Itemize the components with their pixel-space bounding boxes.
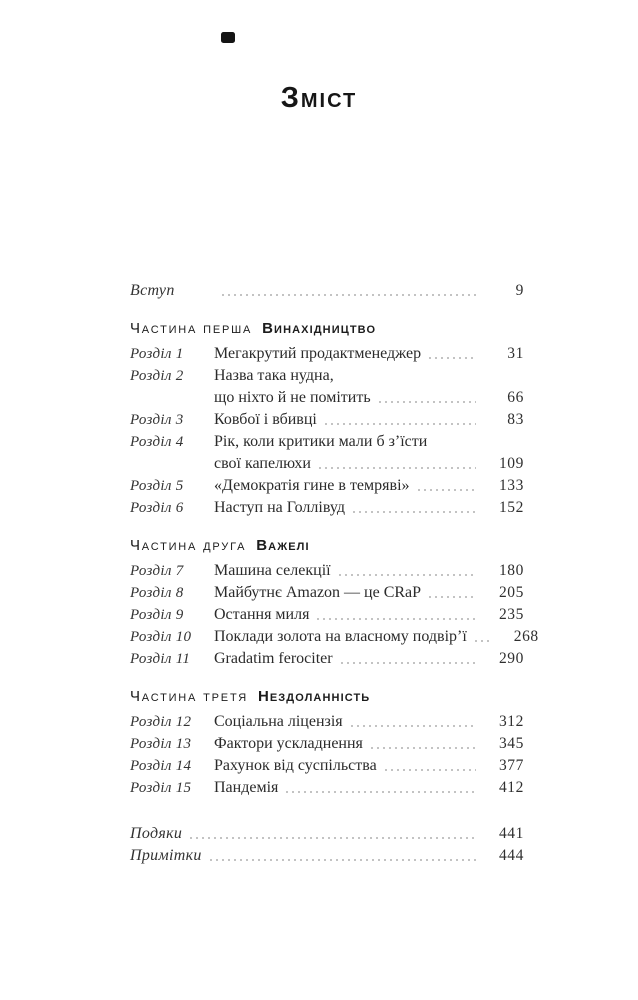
chapter-label: Розділ 7 — [130, 563, 184, 579]
chapter-title: Мегакрутий продактменеджер — [214, 345, 422, 362]
toc-chapter-row — [130, 497, 524, 519]
part-prefix: Частина перша — [130, 320, 253, 337]
chapter-label: Розділ 11 — [130, 651, 191, 667]
chapter-title: що ніхто й не помітить — [214, 389, 371, 406]
chapter-label: Розділ 3 — [130, 412, 184, 428]
toc-chapter-row — [130, 343, 524, 365]
chapter-title: Фактори ускладнення — [214, 735, 363, 752]
page-number: 345 — [498, 735, 524, 752]
dot-leader — [325, 423, 476, 425]
part-title: Нездоланність — [257, 688, 371, 705]
page-number: 152 — [498, 499, 524, 516]
page-number: 31 — [507, 345, 524, 362]
dot-leader — [317, 618, 476, 620]
toc-row-acknowledgments — [130, 823, 524, 845]
toc-chapter-row — [130, 711, 524, 733]
dot-leader — [429, 357, 476, 359]
chapter-title: Рахунок від суспільства — [214, 757, 377, 774]
dot-leader — [210, 859, 476, 861]
page-number: 377 — [498, 757, 524, 774]
chapter-title: Поклади золота на власному подвір’ї — [214, 628, 467, 645]
toc-chapter-row — [130, 365, 524, 387]
dot-leader — [341, 662, 476, 664]
dot-leader — [351, 725, 476, 727]
page-number: 235 — [498, 606, 524, 623]
toc-chapter-row-continuation — [130, 387, 524, 409]
toc-chapter-row — [130, 409, 524, 431]
page-number: 205 — [498, 584, 524, 601]
dot-leader — [418, 489, 476, 491]
intro-label: Вступ — [130, 282, 175, 299]
toc-chapter-row — [130, 626, 539, 648]
toc-chapter-row — [130, 604, 524, 626]
chapter-title: Соціальна ліцензія — [214, 713, 343, 730]
toc-chapter-row — [130, 777, 524, 799]
part-heading-1 — [130, 318, 524, 340]
part-title: Винахідництво — [262, 320, 377, 337]
toc-row-notes — [130, 845, 524, 867]
table-of-contents — [130, 280, 539, 867]
dot-leader — [353, 511, 476, 513]
back-label: Подяки — [130, 825, 183, 842]
chapter-title: Назва така нудна, — [214, 367, 334, 384]
part-heading-2 — [130, 535, 524, 557]
chapter-label: Розділ 13 — [130, 736, 192, 752]
toc-chapter-row — [130, 648, 524, 670]
chapter-label: Розділ 14 — [130, 758, 192, 774]
page-number: 66 — [507, 389, 524, 406]
back-matter — [130, 823, 524, 867]
page-number: 9 — [515, 282, 524, 299]
page-number: 444 — [498, 847, 524, 864]
chapter-label: Розділ 9 — [130, 607, 184, 623]
chapter-label: Розділ 1 — [130, 346, 184, 362]
dot-leader — [286, 791, 476, 793]
toc-row-intro — [130, 280, 524, 302]
corner-mark — [221, 32, 235, 43]
page-number: 290 — [498, 650, 524, 667]
chapter-title: Пандемія — [214, 779, 279, 796]
chapter-title: Gradatim ferociter — [214, 650, 333, 667]
dot-leader — [475, 640, 491, 642]
chapter-label: Розділ 5 — [130, 478, 184, 494]
chapter-label: Розділ 4 — [130, 434, 184, 450]
toc-chapter-row — [130, 475, 524, 497]
part-heading-3 — [130, 686, 524, 708]
dot-leader — [379, 401, 476, 403]
chapter-title: Майбутнє Amazon — це CRaP — [214, 584, 422, 601]
page-number: 83 — [507, 411, 524, 428]
toc-chapter-row — [130, 560, 524, 582]
chapter-title: Рік, коли критики мали б з’їсти — [214, 433, 428, 450]
part-prefix: Частина третя — [130, 688, 248, 705]
dot-leader — [319, 467, 476, 469]
page-number: 109 — [498, 455, 524, 472]
chapter-label: Розділ 10 — [130, 629, 192, 645]
chapter-title: Ковбої і вбивці — [214, 411, 317, 428]
dot-leader — [385, 769, 476, 771]
chapter-title: Наступ на Голлівуд — [214, 499, 345, 516]
page-number: 312 — [498, 713, 524, 730]
chapter-title: «Демократія гине в темряві» — [214, 477, 410, 494]
chapter-label: Розділ 12 — [130, 714, 192, 730]
page-title: Зміст — [280, 82, 358, 114]
chapter-title: Машина селекції — [214, 562, 331, 579]
toc-chapter-row — [130, 431, 524, 453]
toc-chapter-row-continuation — [130, 453, 524, 475]
back-label: Примітки — [130, 847, 202, 864]
dot-leader — [222, 294, 476, 296]
page-number: 412 — [498, 779, 524, 796]
page-number: 133 — [498, 477, 524, 494]
chapter-label: Розділ 6 — [130, 500, 184, 516]
page-number: 441 — [498, 825, 524, 842]
dot-leader — [371, 747, 476, 749]
chapter-label: Розділ 15 — [130, 780, 192, 796]
part-title: Важелі — [256, 537, 310, 554]
part-prefix: Частина друга — [130, 537, 247, 554]
toc-chapter-row — [130, 582, 524, 604]
chapter-label: Розділ 8 — [130, 585, 184, 601]
page-number: 268 — [513, 628, 539, 645]
page-number: 180 — [498, 562, 524, 579]
chapter-label: Розділ 2 — [130, 368, 184, 384]
chapter-title: свої капелюхи — [214, 455, 311, 472]
toc-chapter-row — [130, 733, 524, 755]
toc-chapter-row — [130, 755, 524, 777]
dot-leader — [339, 574, 476, 576]
chapter-title: Остання миля — [214, 606, 310, 623]
dot-leader — [429, 596, 476, 598]
dot-leader — [190, 837, 476, 839]
